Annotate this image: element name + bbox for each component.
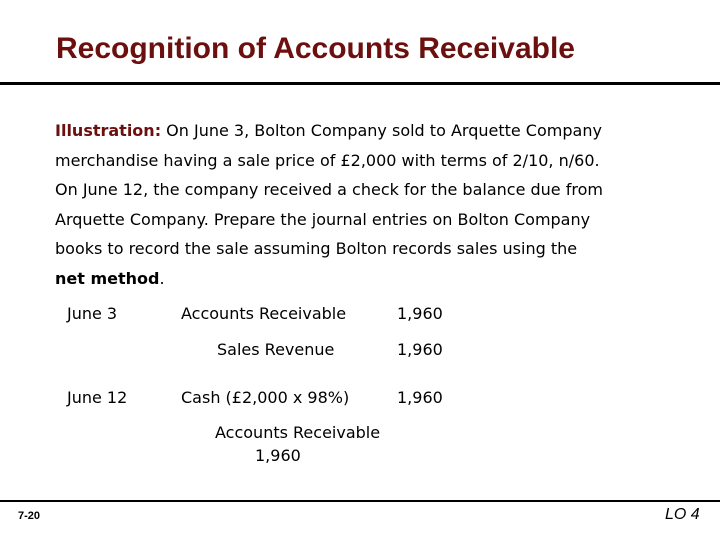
entry1-date: June 3 [67,304,118,323]
entry1-credit-amount: 1,960 [397,340,443,359]
illustration-line-1 [55,116,695,146]
entry1-credit-account: Sales Revenue [217,340,335,359]
entry2-credit-amount: 1,960 [255,446,301,465]
entry2-debit-amount: 1,960 [397,388,443,407]
entry1-debit-account: Accounts Receivable [181,304,347,323]
illustration-line-5: books to record the sale assuming Bolton records sales using the [55,239,578,258]
entry2-date: June 12 [67,388,128,407]
learning-objective: LO 4 [665,506,700,523]
illustration-paragraph [55,116,695,293]
title-divider [0,82,720,85]
illustration-end: . [159,268,165,288]
footer-divider [0,500,720,502]
illustration-line-2: merchandise having a sale price of £2,000 with terms of 2/10, n/60. [55,150,600,170]
slide-number: 7-20 [18,510,41,522]
illustration-line-3: On June 12, the company received a check for the balance due from [55,180,603,199]
entry1-debit-amount: 1,960 [397,304,443,323]
illustration-line-6 [55,264,695,294]
illustration-lead: Illustration: [55,121,162,140]
entry2-debit-account: Cash (£2,000 x 98%) [181,388,350,407]
illustration-text-1: On June 3, Bolton Company sold to Arquette Company [161,121,602,140]
entry2-credit-account: Accounts Receivable [215,423,381,442]
illustration-line-4: Arquette Company. Prepare the journal entries on Bolton Company [55,209,591,229]
net-method-term: net method [55,268,160,288]
slide-title: Recognition of Accounts Receivable [56,32,575,65]
